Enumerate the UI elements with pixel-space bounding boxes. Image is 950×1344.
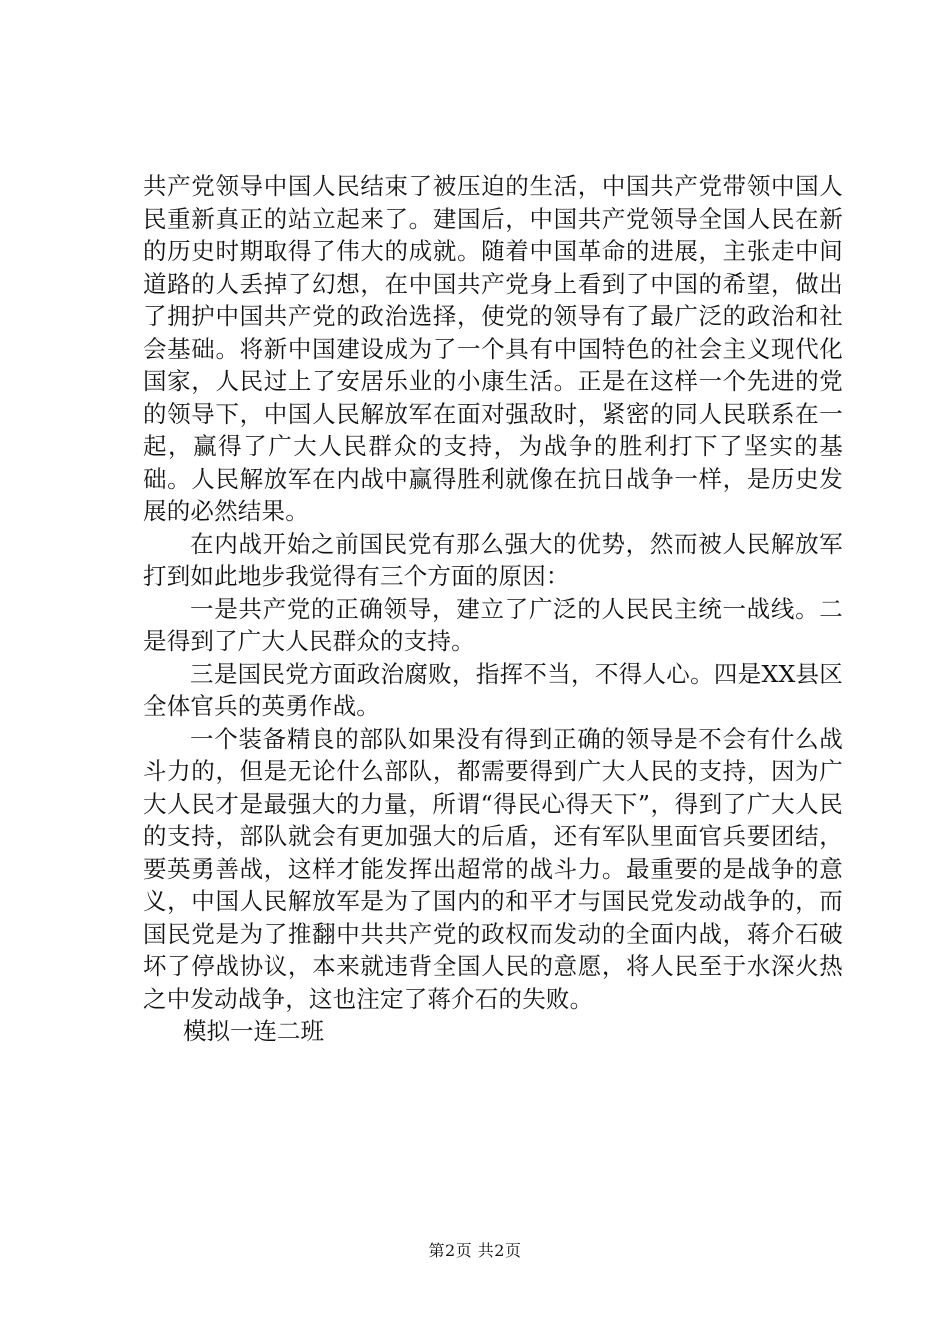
paragraph-4: 三是国民党方面政治腐败，指挥不当，不得人心。四是XX县区全体官兵的英勇作战。: [143, 659, 843, 720]
paragraph-3: 一是共产党的正确领导，建立了广泛的人民民主统一战线。二是得到了广大人民群众的支持。: [143, 594, 843, 655]
document-body: [143, 170, 843, 1048]
signature: 模拟一连二班: [183, 1017, 324, 1045]
paragraph-2: 在内战开始之前国民党有那么强大的优势，然而被人民解放军打到如此地步我觉得有三个方面的原因：: [143, 529, 843, 590]
paragraph-1: 共产党领导中国人民结束了被压迫的生活，中国共产党带领中国人民重新真正的站立起来了。建国后，中国共产党领导全国人民在新的历史时期取得了伟大的成就。随着中国革命的进展，主张走中间道路的人丢掉了幻想，在中国共产党身上看到了中国的希望，做出了拥护中国共产党的政治选择，使党的领导有了最广泛的政治和社会基础。将新中国建设成为了一个具有中国特色的社会主义现代化国家，人民过上了安居乐业的小康生活。正是在这样一个先进的党的领导下，中国人民解放军在面对强敌时，紧密的同人民联系在一起，赢得了广大人民群众的支持，为战争的胜利打下了坚实的基础。人民解放军在内战中赢得胜利就像在抗日战争一样，是历史发展的必然结果。: [143, 172, 843, 525]
page-footer: 第2页 共2页: [428, 1241, 522, 1260]
paragraph-5: 一个装备精良的部队如果没有得到正确的领导是不会有什么战斗力的，但是无论什么部队，都需要得到广大人民的支持，因为广大人民才是最强大的力量，所谓“得民心得天下”，得到了广大人民的支持，部队就会有更加强大的后盾，还有军队里面官兵要团结，要英勇善战，这样才能发挥出超常的战斗力。最重要的是战争的意义，中国人民解放军是为了国内的和平才与国民党发动战争的，而国民党是为了推翻中共共产党的政权而发动的全面内战，蒋介石破坏了停战协议，本来就违背全国人民的意愿，将人民至于水深火热之中发动战争，这也注定了蒋介石的失败。: [143, 724, 843, 1013]
